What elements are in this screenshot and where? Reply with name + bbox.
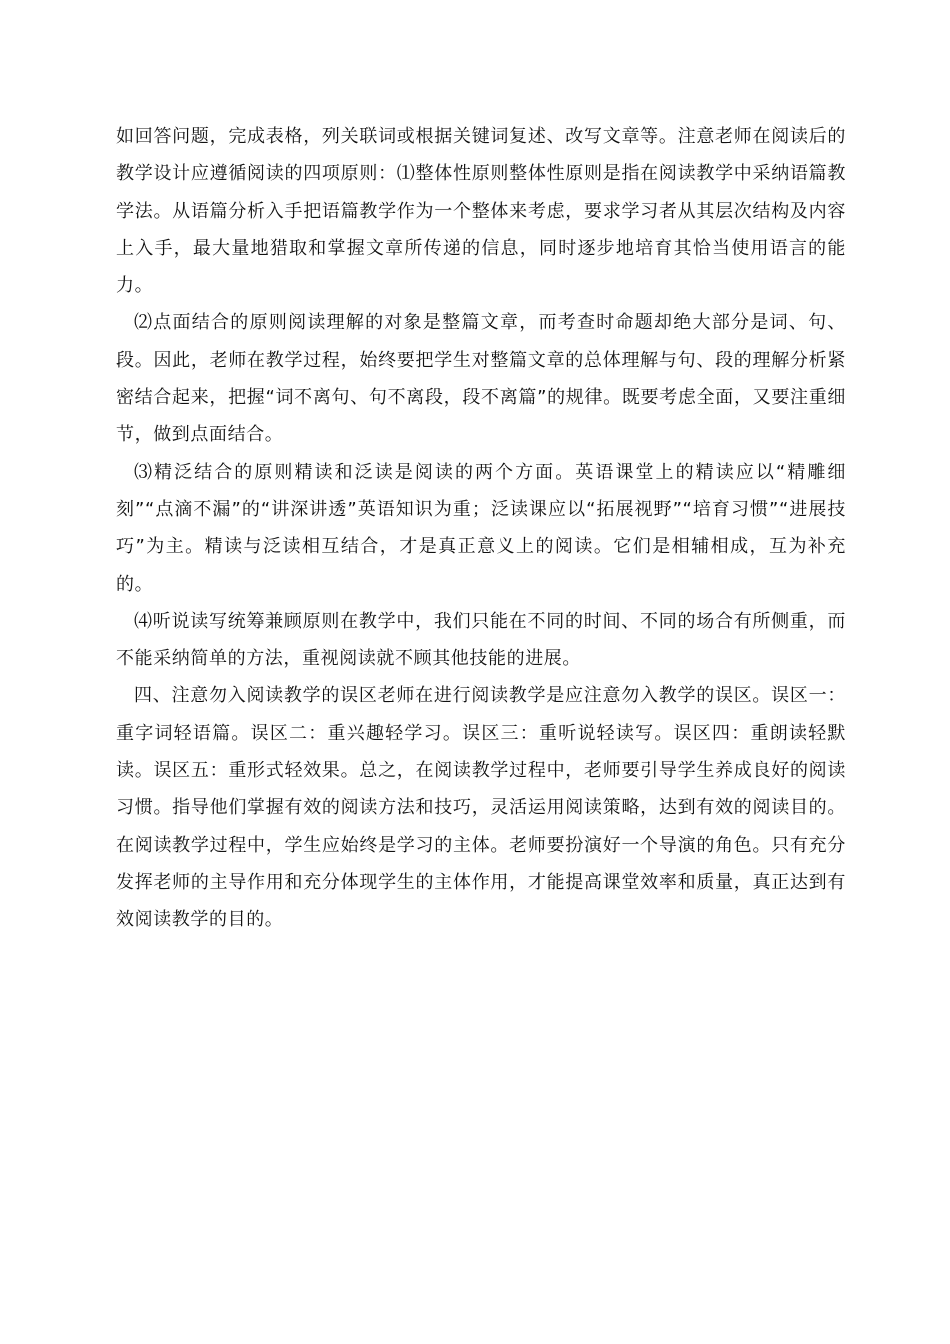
paragraph-reading-principles: 如回答问题，完成表格，列关联词或根据关键词复述、改写文章等。注意老师在阅读后的教学设计应遵循阅读的四项原则：⑴整体性原则整体性原则是指在阅读教学中采纳语篇教学法。从语篇分析入手把语篇教学作为一个整体来考虑，要求学习者从其层次结构及内容上入手，最大量地猎取和掌握文章所传递的信息，同时逐步地培育其恰当使用语言的能力。 <box>116 126 846 297</box>
paragraph-point-surface-principle: ⑵点面结合的原则阅读理解的对象是整篇文章，而考查时命题却绝大部分是词、句、段。因此，老师在教学过程，始终要把学生对整篇文章的总体理解与句、段的理解分析紧密结合起来，把握“词不离句、句不离段，段不离篇”的规律。既要考虑全面，又要注重细节，做到点面结合。 <box>116 312 846 446</box>
document-body <box>116 118 846 939</box>
paragraph-four-skills-principle: ⑷听说读写统筹兼顾原则在教学中，我们只能在不同的时间、不同的场合有所侧重，而不能采纳简单的方法，重视阅读就不顾其他技能的进展。 <box>116 610 846 670</box>
paragraph-intensive-extensive-principle: ⑶精泛结合的原则精读和泛读是阅读的两个方面。英语课堂上的精读应以“精雕细刻”“点滴不漏”的“讲深讲透”英语知识为重；泛读课应以“拓展视野”“培育习惯”“进展技巧”为主。精读与泛读相互结合，才是真正意义上的阅读。它们是相辅相成，互为补充的。 <box>116 461 846 595</box>
paragraph-teaching-pitfalls: 四、注意勿入阅读教学的误区老师在进行阅读教学是应注意勿入教学的误区。误区一：重字词轻语篇。误区二：重兴趣轻学习。误区三：重听说轻读写。误区四：重朗读轻默读。误区五：重形式轻效果。总之，在阅读教学过程中，老师要引导学生养成良好的阅读习惯。指导他们掌握有效的阅读方法和技巧，灵活运用阅读策略，达到有效的阅读目的。在阅读教学过程中，学生应始终是学习的主体。老师要扮演好一个导演的角色。只有充分发挥老师的主导作用和充分体现学生的主体作用，才能提高课堂效率和质量，真正达到有效阅读教学的目的。 <box>116 685 846 931</box>
